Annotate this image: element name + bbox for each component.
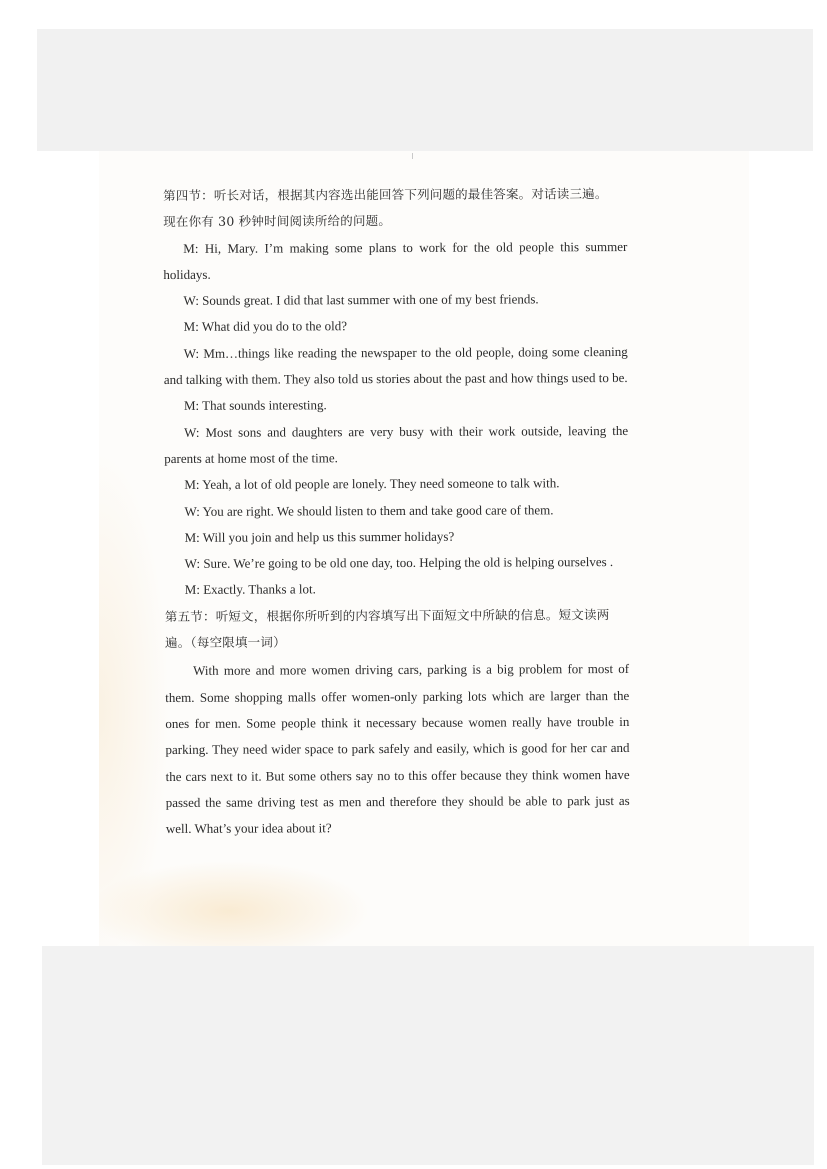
dialogue-line: W: You are right. We should listen to them and take good care of them. [184, 501, 554, 519]
page-content [163, 181, 630, 842]
dialogue-line: W: Mm…things like reading the newspaper to the old people, doing some cleaning and talking with them. They also told us stories about the past and how things used to be. [163, 343, 628, 388]
section4-heading: 第四节：听长对话，根据其内容选出能回答下列问题的最佳答案。对话读三遍。 [163, 186, 608, 203]
dialogue-line: W: Most sons and daughters are very busy with their work outside, leaving the parents at home most of the time. [164, 422, 629, 466]
bottom-gray-band [42, 946, 814, 1165]
section5-heading: 第五节：听短文，根据你所听到的内容填写出下面短文中所缺的信息。短文读两遍。（每空限填一词） [164, 606, 610, 651]
dialogue-line: W: Sounds great. I did that last summer with one of my best friends. [183, 291, 539, 309]
section4-instruction: 现在你有 30 秒钟时间阅读所给的问题。 [163, 213, 392, 230]
dialogue-line: M: Exactly. Thanks a lot. [184, 581, 316, 598]
dialogue-line: M: Will you join and help us this summer holidays? [184, 528, 455, 545]
passage-paragraph: With more and more women driving cars, parking is a big problem for most of them. Some shopping malls offer women-only parking lots which are larger than the ones for men. Some people think it necessary because women really have trouble in parking. They need wider space to park safely and easily, which is good for her car and the cars next to it. But some others say no to this offer because they think women have passed the same driving test as men and therefore they should be able to park just as well. What’s your idea about it? [165, 661, 630, 837]
dialogue-line: M: What did you do to the old? [183, 318, 347, 335]
dialogue-line: W: Sure. We’re going to be old one day, too. Helping the old is helping ourselves . [184, 554, 614, 572]
dialogue-line: M: That sounds interesting. [183, 397, 327, 414]
scanned-page [99, 151, 749, 946]
dialogue-line: M: Yeah, a lot of old people are lonely. They need someone to talk with. [184, 475, 560, 493]
top-gray-band [37, 29, 813, 151]
scan-mark [412, 153, 413, 159]
dialogue-line: M: Hi, Mary. I’m making some plans to work for the old people this summer holidays. [163, 238, 628, 282]
